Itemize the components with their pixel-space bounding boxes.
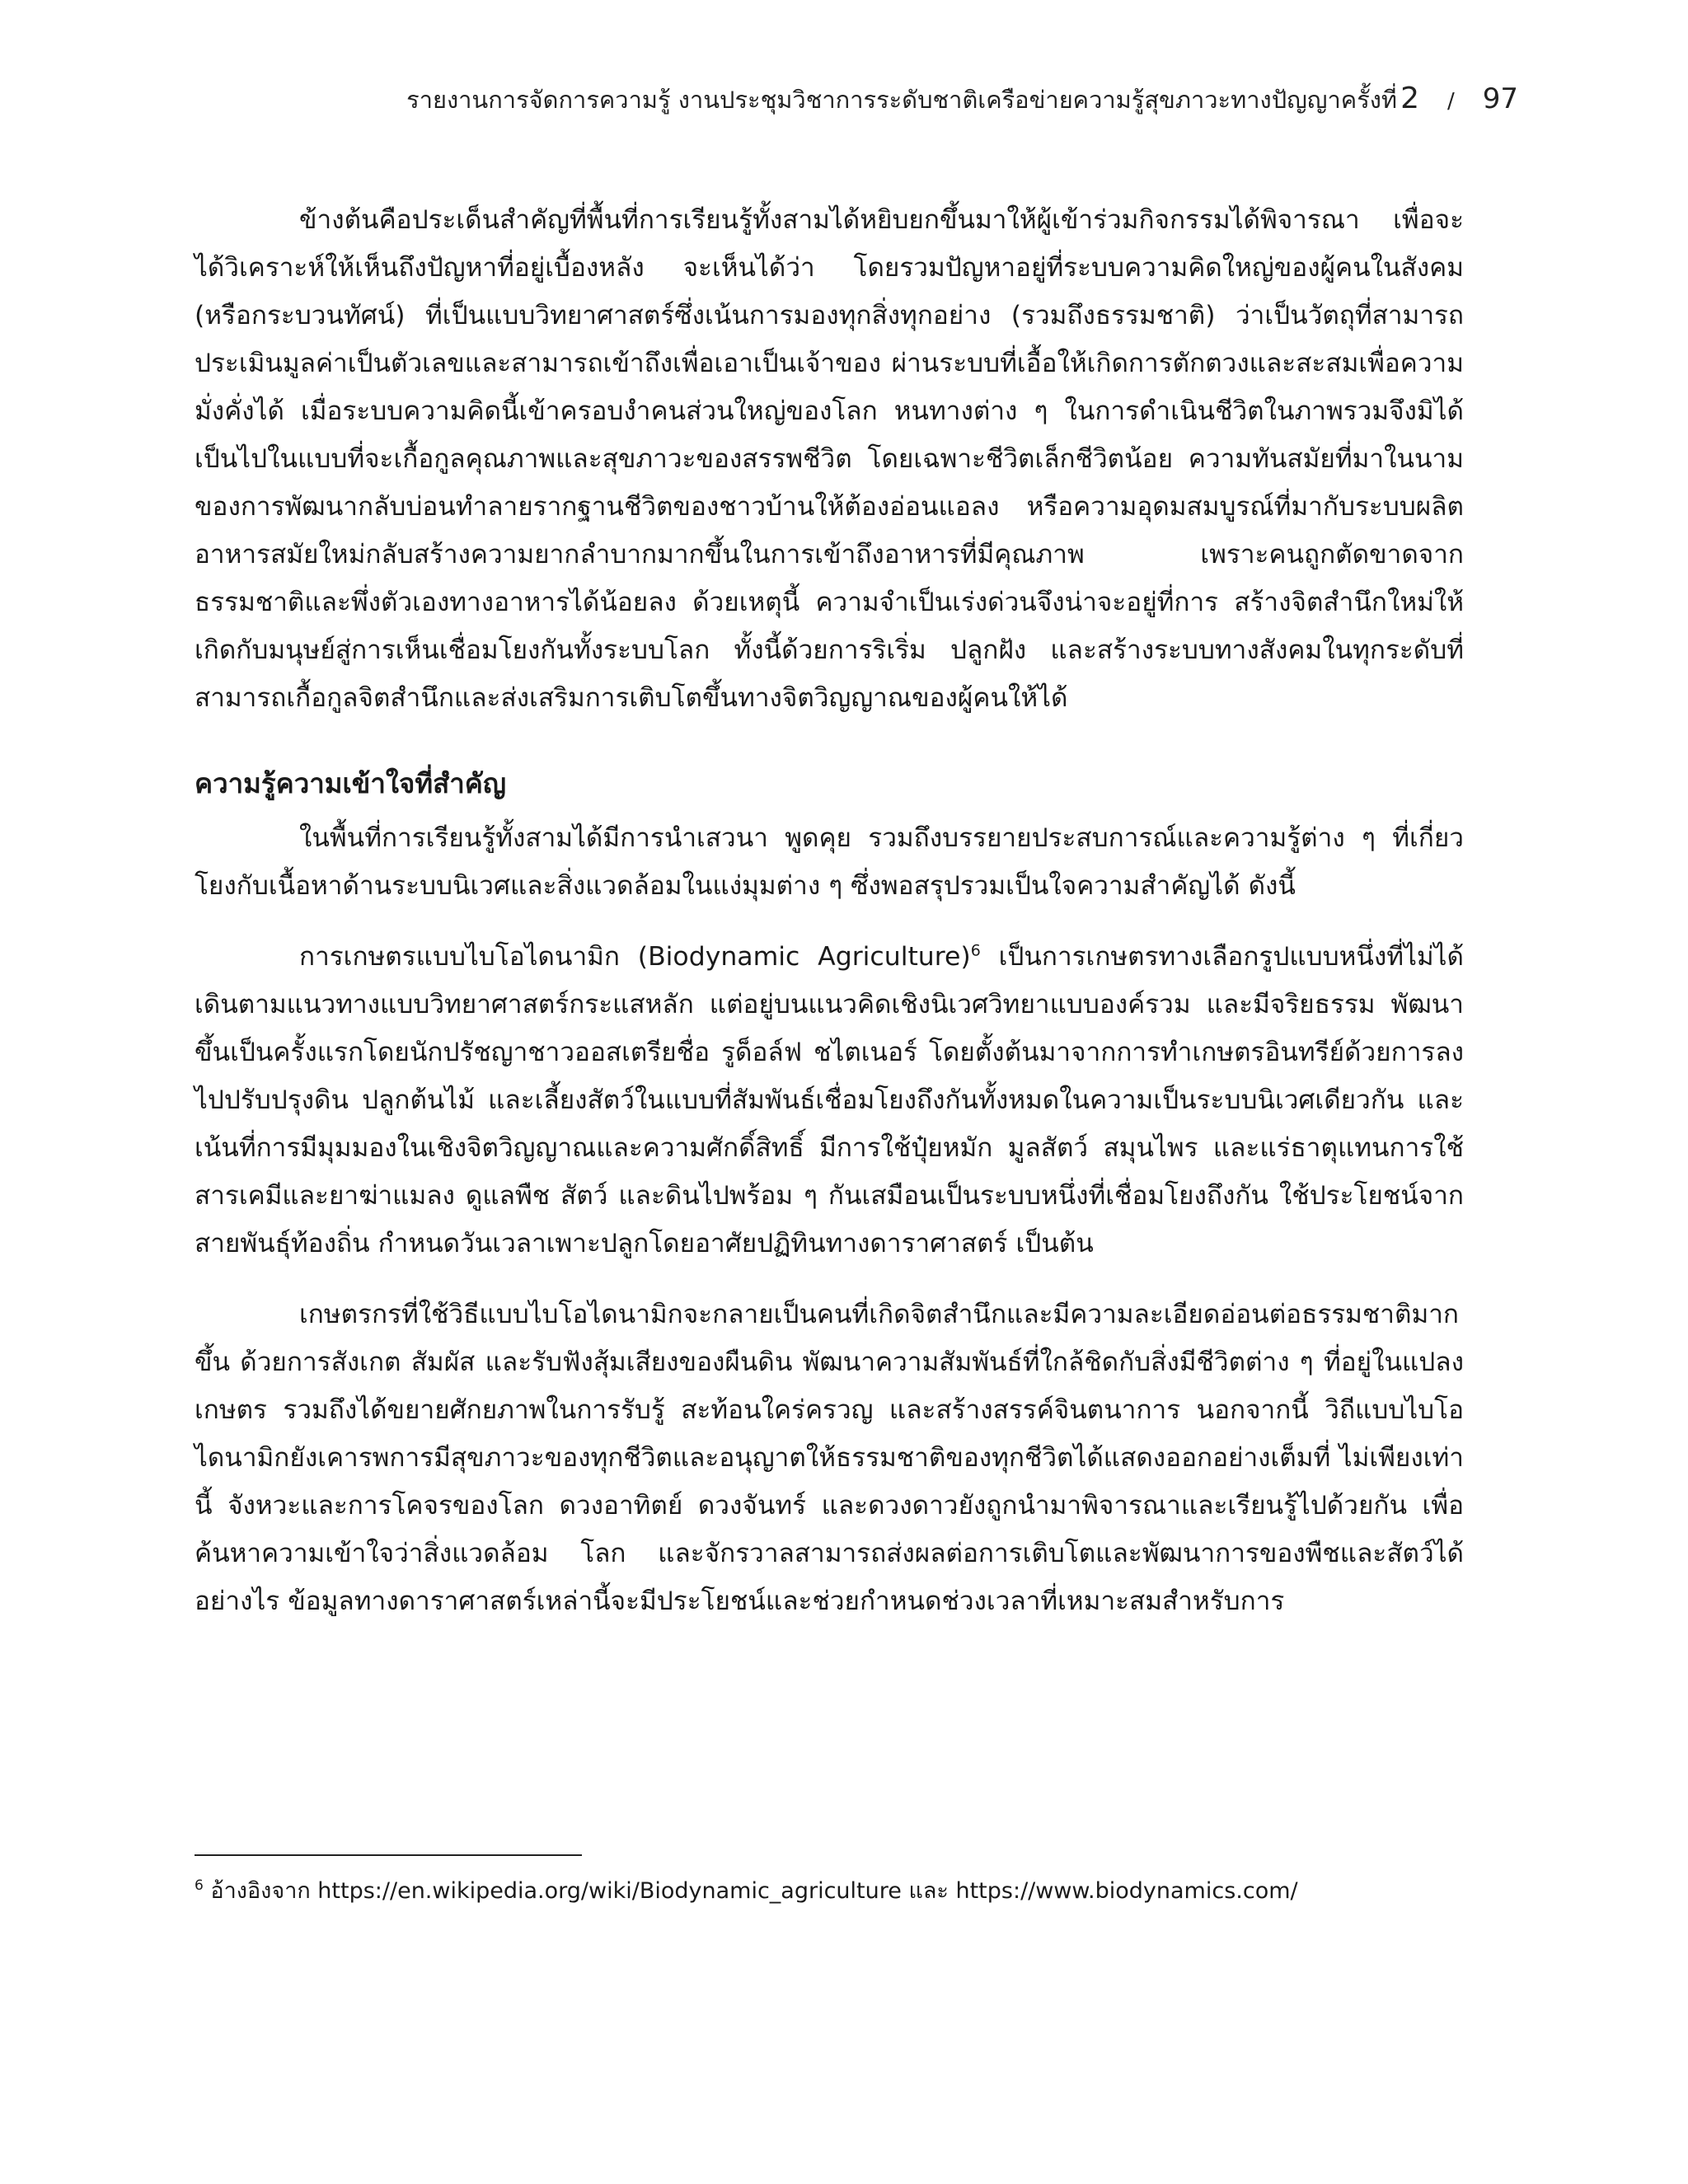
footnote-marker: 6 (195, 1877, 204, 1894)
page-number: 97 (1482, 82, 1518, 115)
footnote-lead: อ้างอิงจาก (203, 1878, 318, 1904)
edition-number: 2 (1400, 82, 1419, 115)
section-heading: ความรู้ความเข้าใจที่สำคัญ (195, 767, 506, 799)
running-title: รายงานการจัดการความรู้ งานประชุมวิชาการระดับชาติเครือข่ายความรู้สุขภาวะทางปัญญาครั้งที่ (406, 86, 1398, 114)
running-header (406, 81, 1518, 119)
footnote-link-biodynamics[interactable]: https://www.biodynamics.com/ (955, 1878, 1298, 1904)
footnote-reference[interactable]: 6 (970, 941, 981, 960)
footnote-link-wikipedia[interactable]: https://en.wikipedia.org/wiki/Biodynamic_agriculture (317, 1878, 902, 1904)
paragraph-farmers: เกษตรกรที่ใช้วิธีแบบไบโอไดนามิกจะกลายเป็นคนที่เกิดจิตสำนึกและมีความละเอียดอ่อนต่อธรรมชาติมากขึ้น ด้วยการสังเกต สัมผัส และรับฟังสุ้มเสียงของผืนดิน พัฒนาความสัมพันธ์ที่ใกล้ชิดกับสิ่งมีชีวิตต่าง ๆ ที่อยู่ในแปลงเกษตร รวมถึงได้ขยายศักยภาพในการรับรู้ สะท้อนใคร่ครวญ และสร้างสรรค์จินตนาการ นอกจากนี้ วิถีแบบไบโอไดนามิกยังเคารพการมีสุขภาวะของทุกชีวิตและอนุญาตให้ธรรมชาติของทุกชีวิตได้แสดงออกอย่างเต็มที่ ไม่เพียงเท่านี้ จังหวะและการโคจรของโลก ดวงอาทิตย์ ดวงจันทร์ และดวงดาวยังถูกนำมาพิจารณาและเรียนรู้ไปด้วยกัน เพื่อค้นหาความเข้าใจว่าสิ่งแวดล้อม โลก และจักรวาลสามารถส่งผลต่อการเติบโตและพัฒนาการของพืชและสัตว์ได้อย่างไร ข้อมูลทางดาราศาสตร์เหล่านี้จะมีประโยชน์และช่วยกำหนดช่วงเวลาที่เหมาะสมสำหรับการ (195, 1300, 1464, 1616)
paragraph-biodynamic (195, 933, 1464, 1268)
footnote-rule (195, 1854, 582, 1856)
body-text (195, 196, 1464, 1625)
paragraph-intro: ข้างต้นคือประเด็นสำคัญที่พื้นที่การเรียนรู้ทั้งสามได้หยิบยกขึ้นมาให้ผู้เข้าร่วมกิจกรรมได้พิจารณา เพื่อจะได้วิเคราะห์ให้เห็นถึงปัญหาที่อยู่เบื้องหลัง จะเห็นได้ว่า โดยรวมปัญหาอยู่ที่ระบบความคิดใหญ่ของผู้คนในสังคม (หรือกระบวนทัศน์) ที่เป็นแบบวิทยาศาสตร์ซึ่งเน้นการมองทุกสิ่งทุกอย่าง (รวมถึงธรรมชาติ) ว่าเป็นวัตถุที่สามารถประเมินมูลค่าเป็นตัวเลขและสามารถเข้าถึงเพื่อเอาเป็นเจ้าของ ผ่านระบบที่เอื้อให้เกิดการตักตวงและสะสมเพื่อความมั่งคั่งได้ เมื่อระบบความคิดนี้เข้าครอบงำคนส่วนใหญ่ของโลก หนทางต่าง ๆ ในการดำเนินชีวิตในภาพรวมจึงมิได้เป็นไปในแบบที่จะเกื้อกูลคุณภาพและสุขภาวะของสรรพชีวิต โดยเฉพาะชีวิตเล็กชีวิตน้อย ความทันสมัยที่มาในนามของการพัฒนากลับบ่อนทำลายรากฐานชีวิตของชาวบ้านให้ต้องอ่อนแอลง หรือความอุดมสมบูรณ์ที่มากับระบบผลิตอาหารสมัยใหม่กลับสร้างความยากลำบากมากขึ้นในการเข้าถึงอาหารที่มีคุณภาพ เพราะคนถูกตัดขาดจากธรรมชาติและพึ่งตัวเองทางอาหารได้น้อยลง ด้วยเหตุนี้ ความจำเป็นเร่งด่วนจึงน่าจะอยู่ที่การ สร้างจิตสำนึกใหม่ให้เกิดกับมนุษย์สู่การเห็นเชื่อมโยงกันทั้งระบบโลก ทั้งนี้ด้วยการริเริ่ม ปลูกฝัง และสร้างระบบทางสังคมในทุกระดับที่สามารถเกื้อกูลจิตสำนึกและส่งเสริมการเติบโตขึ้นทางจิตวิญญาณของผู้คนให้ได้ (195, 205, 1464, 713)
paragraph-biodynamic-lead: การเกษตรแบบไบโอไดนามิก (Biodynamic Agriculture) (299, 942, 971, 972)
footnote (195, 1875, 1464, 1908)
paragraph-summary: ในพื้นที่การเรียนรู้ทั้งสามได้มีการนำเสวนา พูดคุย รวมถึงบรรยายประสบการณ์และความรู้ต่าง ๆ ที่เกี่ยวโยงกับเนื้อหาด้านระบบนิเวศและสิ่งแวดล้อมในแง่มุมต่าง ๆ ซึ่งพอสรุปรวมเป็นใจความสำคัญได้ ดังนี้ (195, 823, 1464, 901)
paragraph-biodynamic-rest: เป็นการเกษตรทางเลือกรูปแบบหนึ่งที่ไม่ได้เดินตามแนวทางแบบวิทยาศาสตร์กระแสหลัก แต่อยู่บนแนวคิดเชิงนิเวศวิทยาแบบองค์รวม และมีจริยธรรม พัฒนาขึ้นเป็นครั้งแรกโดยนักปรัชญาชาวออสเตรียชื่อ รูด็อล์ฟ ชไตเนอร์ โดยตั้งต้นมาจากการทำเกษตรอินทรีย์ด้วยการลงไปปรับปรุงดิน ปลูกต้นไม้ และเลี้ยงสัตว์ในแบบที่สัมพันธ์เชื่อมโยงถึงกันทั้งหมดในความเป็นระบบนิเวศเดียวกัน และเน้นที่การมีมุมมองในเชิงจิตวิญญาณและความศักดิ์สิทธิ์ มีการใช้ปุ๋ยหมัก มูลสัตว์ สมุนไพร และแร่ธาตุแทนการใช้สารเคมีและยาฆ่าแมลง ดูแลพืช สัตว์ และดินไปพร้อม ๆ กันเสมือนเป็นระบบหนึ่งที่เชื่อมโยงถึงกัน ใช้ประโยชน์จากสายพันธุ์ท้องถิ่น กำหนดวันเวลาเพาะปลูกโดยอาศัยปฏิทินทางดาราศาสตร์ เป็นต้น (195, 942, 1464, 1258)
footnote-conjunction: และ (901, 1878, 956, 1904)
header-separator: / (1447, 89, 1455, 114)
